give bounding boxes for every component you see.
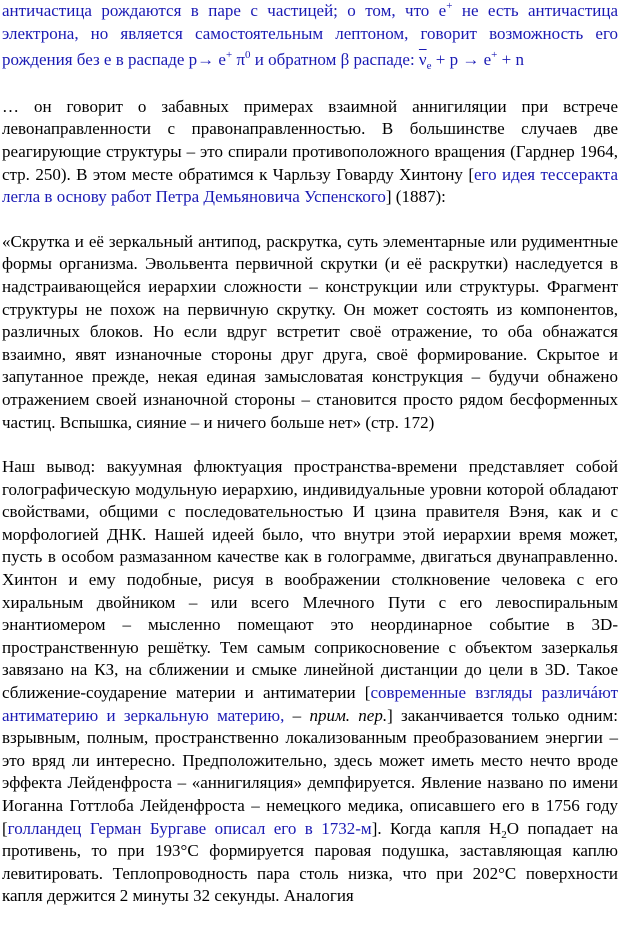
paragraph-text: O попадает на противень, то при 193°C формируется паровая подушка, заставляющая каплю левитировать. Теплопроводность пара столь низка, что при 202°C поверхности капля держится 2 минуты 32 секунды. Аналогия [2,818,618,906]
intro-line-3 [2,49,618,72]
intro-line-2 [2,23,618,46]
superscript: 0 [245,49,251,62]
intro-block [2,0,618,72]
superscript: + [446,0,453,12]
paragraph-hinton [2,96,618,209]
subscript: e [426,60,432,73]
intro-text: античастица рождаются в паре с частицей; о том, что e [2,1,447,20]
intro-text: + p → e [431,50,492,70]
intro-text: не есть античастица [452,1,618,20]
intro-text: + n [497,50,524,70]
editor-note-link[interactable]: современные взгляды различáют антиматерию и зеркальную материю, [2,683,619,725]
paragraph-conclusion [2,456,618,908]
intro-text: рождения без e в распаде p→ e [2,50,226,70]
paragraph-text: ] (1887): [385,187,446,207]
quote-text: «Скрутка и её зеркальный антипод, раскрутка, суть элементарные или рудиментные формы организма. Эвольвента первичной скрутки (и её раскрутки) наследуется в надстраивающейся иерархии сложности – конструкции или структуры. Фрагмент структуры не похож на первичную скрутку. Он может состоять из компонентов, различных блоков. Но если вдруг встретит своё отражение, то оба обнажатся взаимно, явят изнаночные стороны друг друга, своё формирование. Скрытое и запутанное прежде, некая единая замысловатая конструкция – будучи обнажено отражением своей изнаночной стороны – становится просто рядом бесформенных частиц. Вспышка, сияние – и ничего больше нет» (стр. 172) [2,231,618,432]
pi-symbol: π [232,50,246,70]
superscript: + [491,49,498,62]
intro-line-1 [2,0,618,23]
superscript: + [225,49,233,62]
editor-note-link[interactable]: голландец Герман Бургаве описал его в 1732-м [7,818,372,838]
paragraph-text: ]. Когда капля H [371,818,502,838]
subscript: 2 [501,828,507,841]
translator-note: прим. пер. [309,705,388,725]
paragraph-text: ] заканчивается только одним: взрывным, полным, пространственно локализованным преобразованием энергии – это вряд ли интересно. Предположительно, здесь может иметь место нечто вроде эффекта Лейденфроста – «аннигиляция» демпфируется. Явление названо по имени Иоганна Готтлоба Лейденфроста – немецкого медика, описавшего его в 1756 году [ [2,705,618,838]
paragraph-text: … он говорит о забавных примерах взаимной аннигиляции при встрече левонаправленности с правонаправленностью. В большинстве случаев две реагирующие структуры – это спирали противоположного вращения (Гарднер 1964, стр. 250). В этом месте обратимся к Чарльзу Говарду Хинтону [ [2,96,618,184]
dash: – [284,705,310,725]
intro-text: и обратном β распаде: [250,50,419,70]
editor-note-link[interactable]: его идея тессеракта легла в основу работ Петра Демьяновича Успенского [2,164,618,207]
paragraph-text: Наш вывод: вакуумная флюктуация пространства-времени представляет собой голографическую модульную иерархию, индивидуальные уровни которой обладают свойствами, общими с последовательностью И цзина правителя Вэня, как и с морфологией ДНК. Нашей идеей было, что внутри этой иерархии время может, пусть в особом размазанном качестве как в голограмме, двигаться двунаправленно. Хинтон и ему подобные, рисуя в воображении столкновение человека с его хиральным двойником – или всего Млечного Пути с его левоспиральным энантиомером – мысленно помещают это неординарное событие в 3D-пространственную решётку. Тем самым соприкосновение с объектом зазеркалья завязано на КЗ, на сближении и смыке линейной дистанции до цели в 3D. Такое сближение-соударение материи и антиматерии [ [2,457,618,703]
quote-paragraph [2,231,618,434]
intro-text: электрона, но является самостоятельным лептоном, говорит возможность его [2,23,618,43]
antineutrino-symbol: $\overline{\nu}$ [418,50,427,70]
